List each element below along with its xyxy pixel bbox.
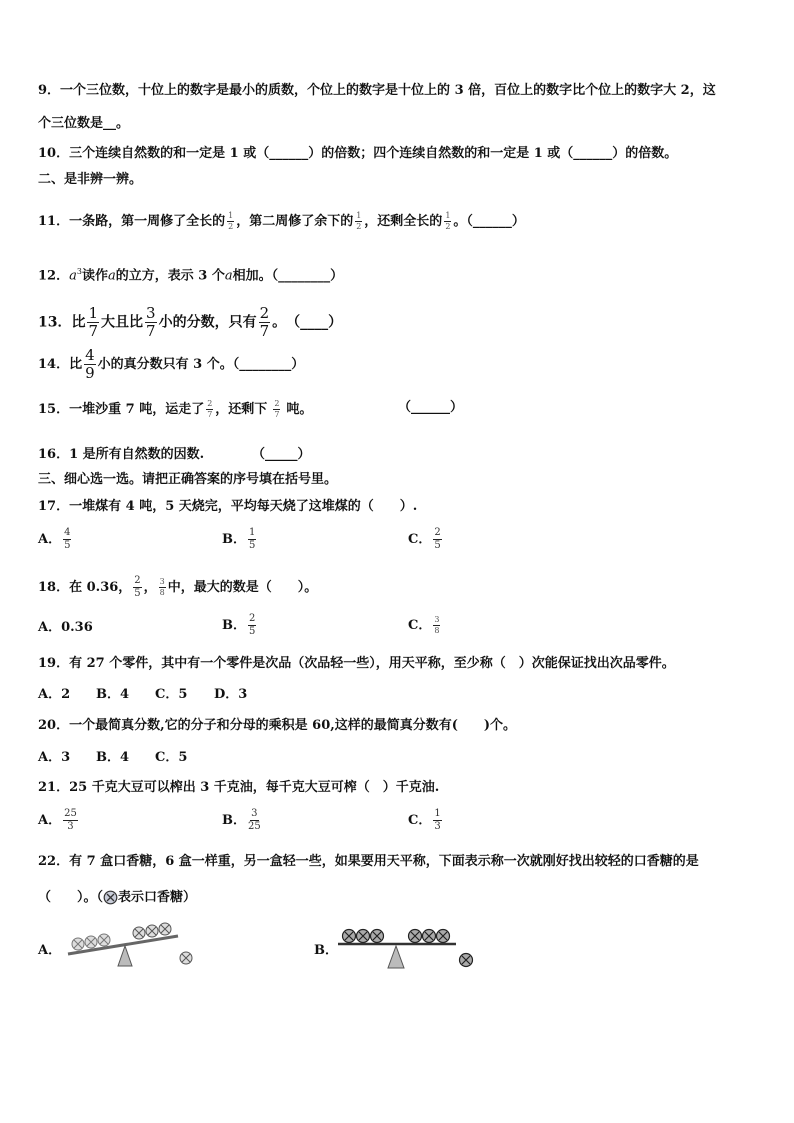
balance-fulcrum <box>118 946 132 966</box>
question-14: 14．比 $\frac{4}{9}$ 小的真分数只有 3 个。（________） <box>38 346 305 382</box>
question-20-option-b: B．4 <box>96 750 130 765</box>
question-21-option-b: B． $\frac{3}{25}$ <box>222 808 261 832</box>
question-17-option-c: C． $\frac{2}{5}$ <box>408 527 441 551</box>
question-9-line-1: 9．一个三位数，十位上的数字是最小的质数，个位上的数字是十位上的 3 倍，百位上的数字比个位上的数字大 2，这 <box>38 83 716 98</box>
fraction: $\frac{1}{2}$ <box>228 211 234 231</box>
question-21: 21．25 千克大豆可以榨出 3 千克油，每千克大豆可榨（ ）千克油. <box>38 780 440 795</box>
question-18-option-b: B． $\frac{2}{5}$ <box>222 613 256 637</box>
balance-b-diagram <box>336 924 486 974</box>
question-19-option-c: C．5 <box>155 687 188 702</box>
question-19-option-a: A．2 <box>38 687 71 702</box>
question-17-option-b: B． $\frac{1}{5}$ <box>222 527 256 551</box>
fraction: $\frac{1}{3}$ <box>434 808 441 832</box>
question-22-line-1: 22．有 7 盒口香糖，6 盒一样重，另一盒轻一些，如果要用天平称，下面表示称一次就刚好找出较轻的口香糖的是 <box>38 854 699 869</box>
gum-icon <box>460 954 473 967</box>
fraction: $\frac{4}{5}$ <box>64 527 71 551</box>
gum-group-right <box>409 930 450 943</box>
fraction: $\frac{1}{5}$ <box>249 527 256 551</box>
fraction: $\frac{2}{7}$ <box>274 399 280 419</box>
fraction: $\frac{1}{2}$ <box>356 211 362 231</box>
question-22-option-b: B． <box>314 943 338 958</box>
question-18: 18．在 0.36， $\frac{2}{5}$ ， $\frac{3}{8}$ 中，最大的数是（ ）。 <box>38 575 318 599</box>
question-21-option-a: A． $\frac{25}{3}$ <box>38 808 77 832</box>
question-18-option-c: C． $\frac{3}{8}$ <box>408 615 440 635</box>
section-2-heading: 二、是非辨一辨。 <box>38 172 143 187</box>
fraction: $\frac{3}{7}$ <box>146 304 156 340</box>
question-16: 16．1 是所有自然数的因数. <box>38 447 205 462</box>
question-19-option-b: B．4 <box>96 687 130 702</box>
question-19: 19．有 27 个零件，其中有一个零件是次品（次品轻一些），用天平称，至少称（ ）次能保证找出次品零件。 <box>38 656 675 671</box>
balance-fulcrum <box>388 946 404 968</box>
question-19-option-d: D．3 <box>214 687 248 702</box>
fraction: $\frac{2}{7}$ <box>259 304 270 340</box>
fraction: $\frac{3}{8}$ <box>159 577 165 597</box>
question-13: 13．比 $\frac{1}{7}$ 大且比 $\frac{3}{7}$ 小的分数，只有 $\frac{2}{7}$ 。 （____） <box>38 304 343 340</box>
fraction: $\frac{2}{5}$ <box>134 575 141 599</box>
question-20-option-c: C．5 <box>155 750 188 765</box>
question-9-line-2: 个三位数是__。 <box>38 116 130 131</box>
question-18-option-a: A．0.36 <box>38 620 93 635</box>
fraction: $\frac{3}{25}$ <box>248 808 261 832</box>
fraction: $\frac{25}{3}$ <box>64 808 77 832</box>
question-20: 20．一个最简真分数,它的分子和分母的乘积是 60,这样的最简真分数有( )个。 <box>38 718 517 733</box>
question-11: 11．一条路，第一周修了全长的 $\frac{1}{2}$ ，第二周修了余下的 $\frac{1}{2}$ ，还剩全长的 $\frac{1}{2}$ 。（______） <box>38 211 525 231</box>
fraction: $\frac{2}{7}$ <box>207 399 213 419</box>
question-12: 12．$a^3$读作a的立方，表示 3 个a相加。（________） <box>38 267 344 284</box>
question-15-answer: （______） <box>398 400 464 415</box>
question-20-option-a: A．3 <box>38 750 71 765</box>
fraction: $\frac{4}{9}$ <box>85 346 95 382</box>
gum-icon <box>103 890 118 905</box>
question-22-option-a: A． <box>38 943 62 958</box>
question-15: 15．一堆沙重 7 吨，运走了 $\frac{2}{7}$ ，还剩下 $\frac{2}{7}$ 吨。 <box>38 399 313 419</box>
balance-a-diagram <box>66 916 196 974</box>
fraction: $\frac{2}{5}$ <box>249 613 256 637</box>
fraction: $\frac{1}{7}$ <box>88 304 99 340</box>
fraction: $\frac{2}{5}$ <box>434 527 441 551</box>
question-17-option-a: A． $\frac{4}{5}$ <box>38 527 71 551</box>
gum-icon <box>180 952 192 964</box>
fraction: $\frac{1}{2}$ <box>445 211 451 231</box>
question-21-option-c: C． $\frac{1}{3}$ <box>408 808 441 832</box>
question-22-line-2: （ ）。（ 表示口香糖） <box>38 890 197 905</box>
question-17: 17．一堆煤有 4 吨，5 天烧完，平均每天烧了这堆煤的（ ）. <box>38 499 418 514</box>
fraction: $\frac{3}{8}$ <box>434 615 440 635</box>
question-10: 10．三个连续自然数的和一定是 1 或（______）的倍数；四个连续自然数的和一定是 1 或（______）的倍数。 <box>38 146 678 161</box>
section-3-heading: 三、细心选一选。请把正确答案的序号填在括号里。 <box>38 472 338 487</box>
gum-group-left <box>343 930 384 943</box>
question-16-answer: （_____） <box>252 447 311 462</box>
